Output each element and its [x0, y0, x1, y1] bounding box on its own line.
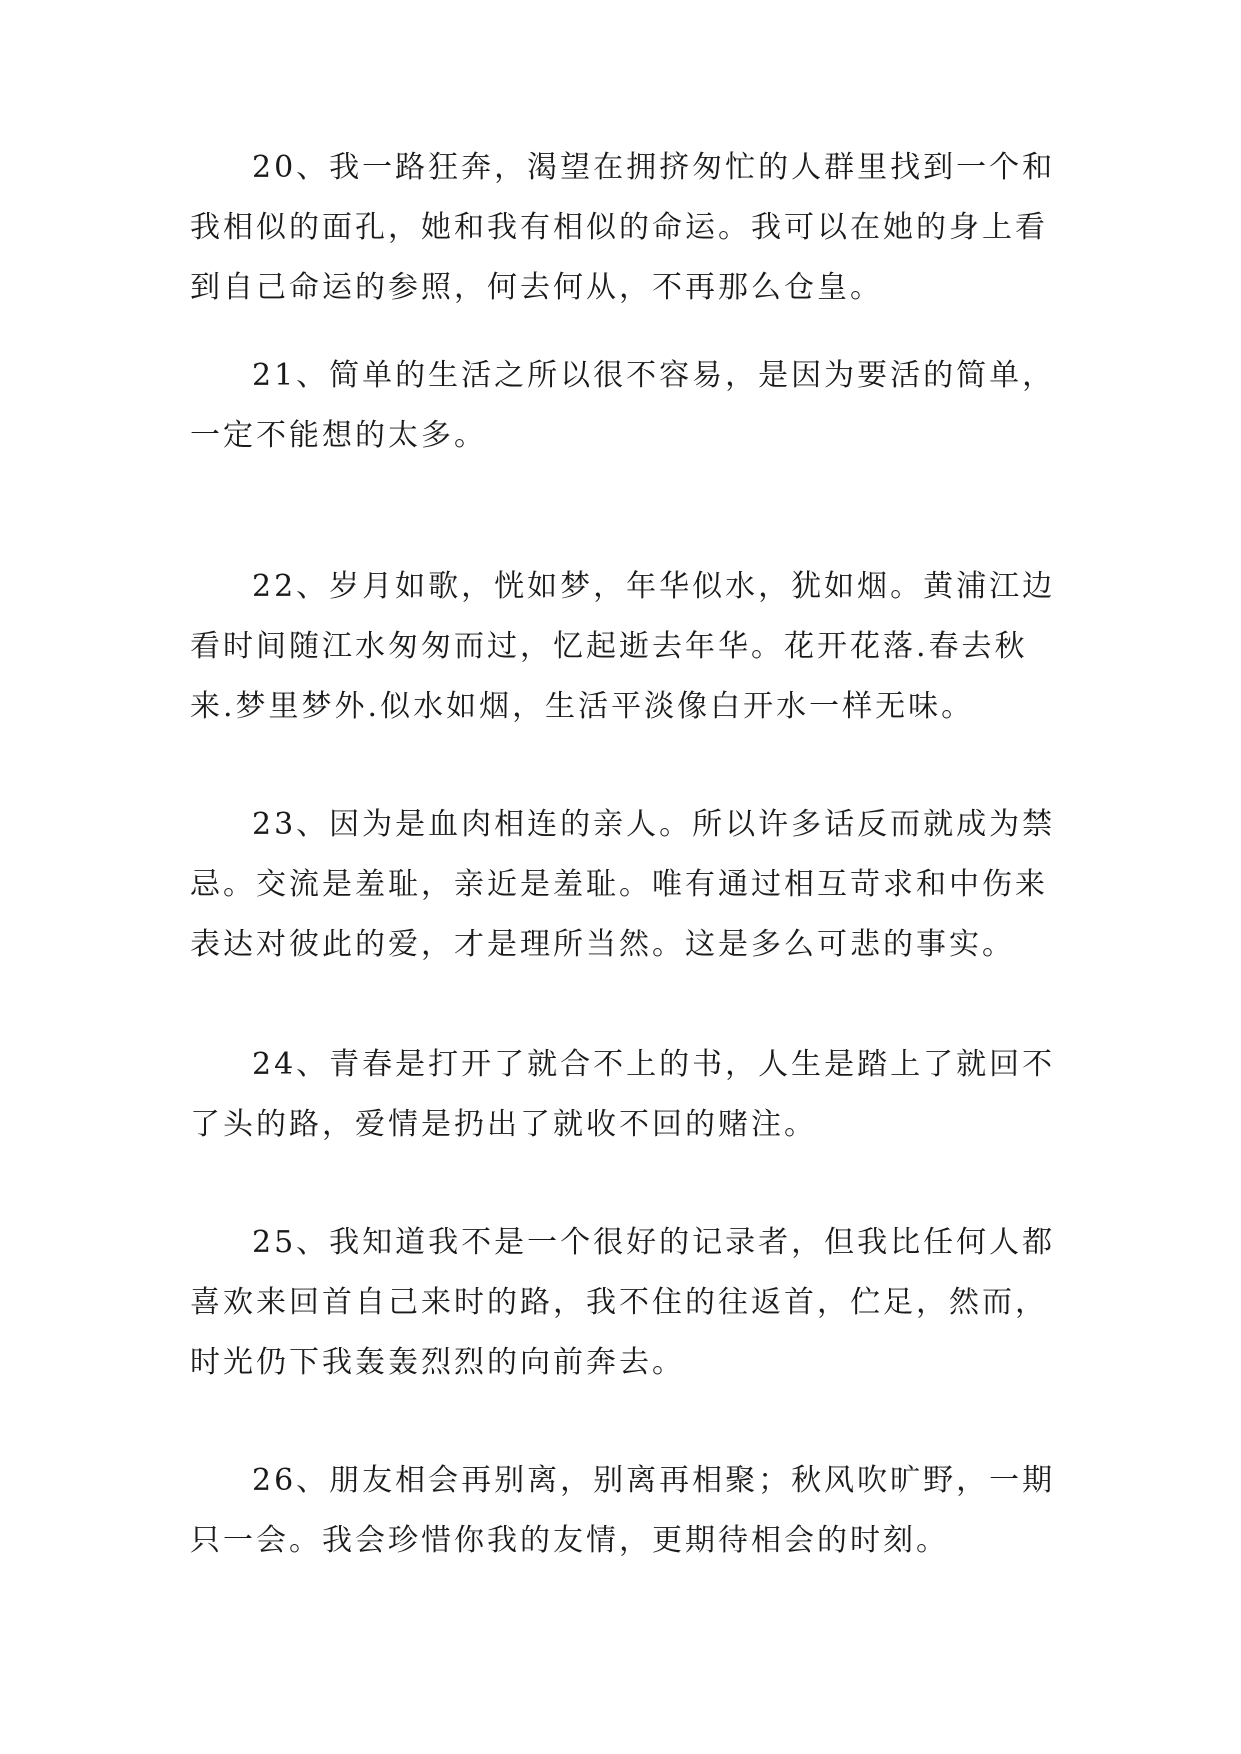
- paragraph-20: [190, 138, 1060, 318]
- paragraph-line: 了头的路，爱情是扔出了就收不回的赌注。: [190, 1107, 817, 1142]
- paragraph-line: 一定不能想的太多。: [190, 418, 487, 453]
- paragraph-line: 21、简单的生活之所以很不容易，是因为要活的简单，: [252, 358, 1056, 393]
- paragraph-26: [190, 1451, 1060, 1571]
- paragraph-line: 23、因为是血肉相连的亲人。所以许多话反而就成为禁: [252, 807, 1056, 842]
- paragraph-line: 25、我知道我不是一个很好的记录者，但我比任何人都: [252, 1225, 1056, 1260]
- paragraph-line: 时光仍下我轰轰烈烈的向前奔去。: [190, 1345, 685, 1380]
- paragraph-line: 只一会。我会珍惜你我的友情，更期待相会的时刻。: [190, 1523, 949, 1558]
- paragraph-line: 26、朋友相会再别离，别离再相聚；秋风吹旷野，一期: [252, 1463, 1056, 1498]
- paragraph-21: [190, 346, 1060, 466]
- paragraph-line: 忌。交流是羞耻，亲近是羞耻。唯有通过相互苛求和中伤来: [190, 867, 1048, 902]
- paragraph-line: 来.梦里梦外.似水如烟，生活平淡像白开水一样无味。: [190, 689, 975, 724]
- paragraph-24: [190, 1035, 1060, 1155]
- paragraph-line: 24、青春是打开了就合不上的书，人生是踏上了就回不: [252, 1047, 1056, 1082]
- paragraph-23: [190, 795, 1060, 975]
- paragraph-line: 表达对彼此的爱，才是理所当然。这是多么可悲的事实。: [190, 927, 1015, 962]
- paragraph-line: 22、岁月如歌，恍如梦，年华似水，犹如烟。黄浦江边: [252, 569, 1056, 604]
- paragraph-line: 我相似的面孔，她和我有相似的命运。我可以在她的身上看: [190, 210, 1048, 245]
- paragraph-line: 喜欢来回首自己来时的路，我不住的往返首，伫足，然而，: [190, 1285, 1048, 1320]
- paragraph-line: 到自己命运的参照，何去何从，不再那么仓皇。: [190, 270, 883, 305]
- paragraph-25: [190, 1213, 1060, 1393]
- paragraph-line: 20、我一路狂奔，渴望在拥挤匆忙的人群里找到一个和: [252, 150, 1056, 185]
- paragraph-line: 看时间随江水匆匆而过，忆起逝去年华。花开花落.春去秋: [190, 629, 1028, 664]
- paragraph-22: [190, 557, 1060, 737]
